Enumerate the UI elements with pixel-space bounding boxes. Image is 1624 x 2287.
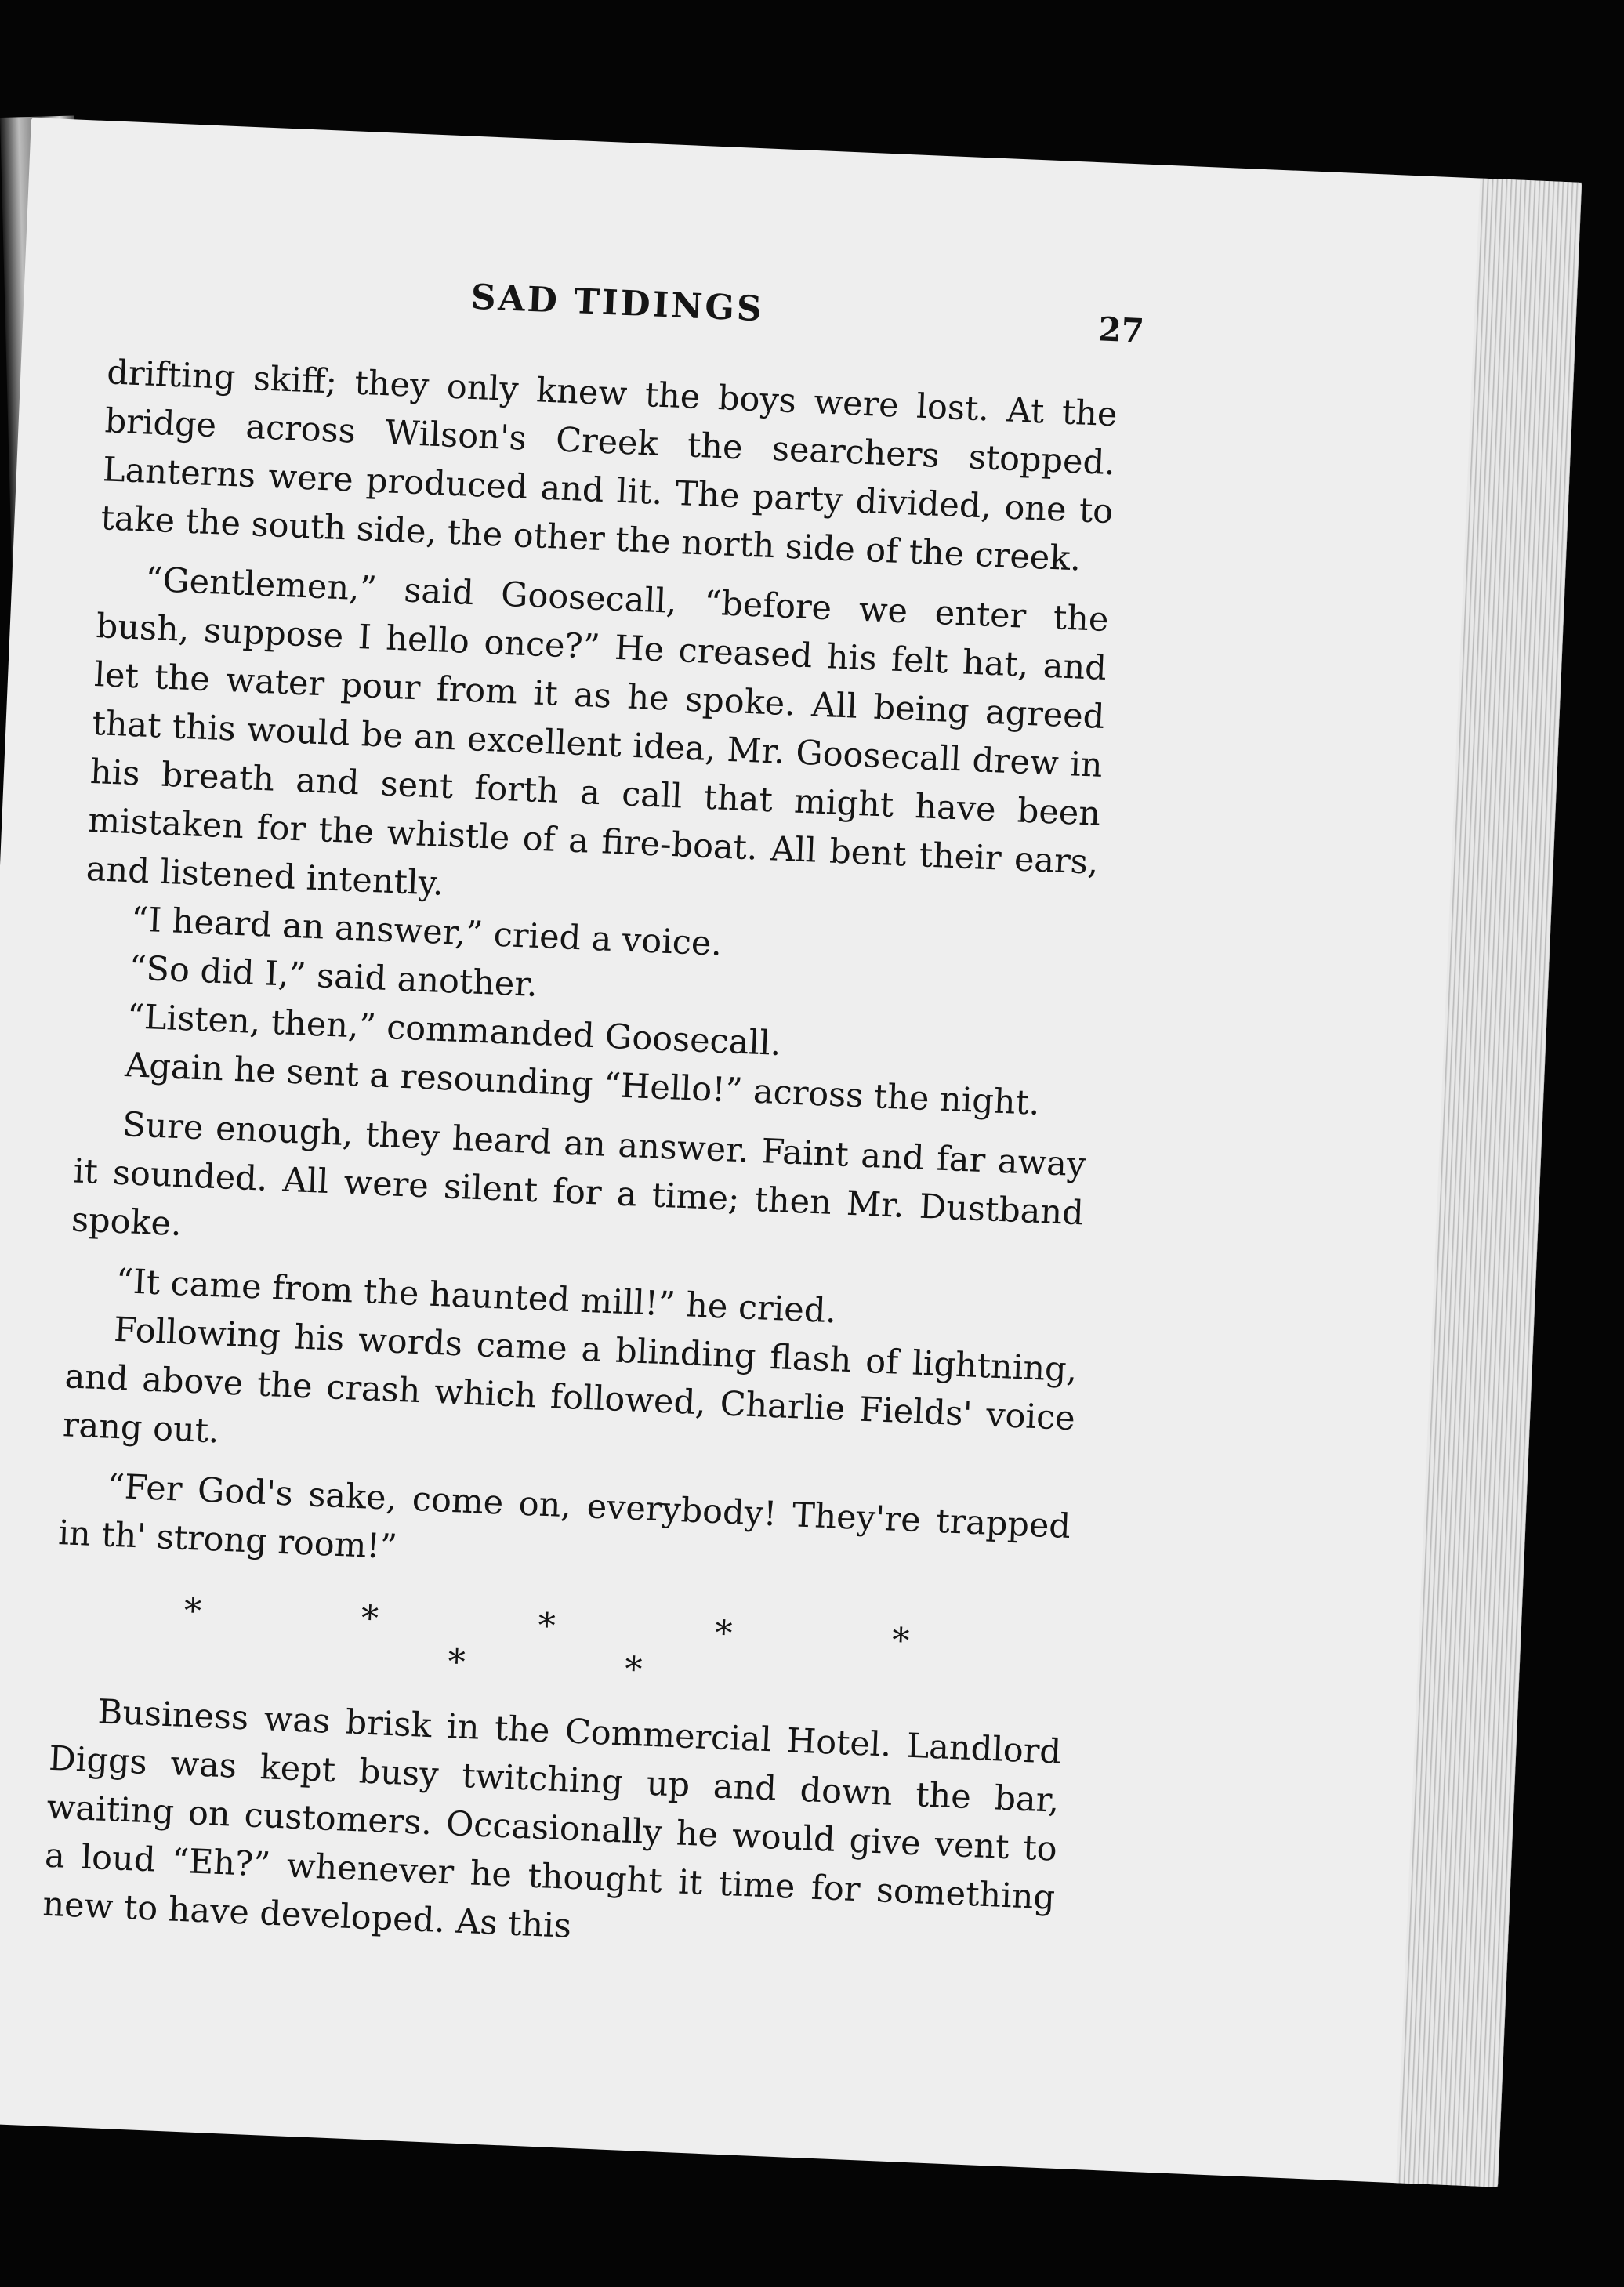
paragraph-2: “Gentlemen,” said Goosecall, “before we enter the bush, suppose I hello once?” He creased his felt hat, and let the water pour from it as he spoke. All being agreed that this would be an excellent idea, Mr. Goosecall drew in his breath and sent forth a call that might have been mistaken for the whistle of a fire-boat. All bent their ears, and listened intently. bbox=[85, 560, 1110, 904]
paragraph-8: “It came from the haunted mill!” he cried. bbox=[114, 1261, 838, 1332]
page-stack-edge bbox=[1396, 178, 1582, 2187]
paragraph-6: Again he sent a resounding “Hello!” across the night. bbox=[124, 1046, 1041, 1123]
paragraph-4: “So did I,” said another. bbox=[128, 948, 538, 1005]
paragraph-1: drifting skiff; they only knew the boys were lost. At the bridge across Wilson's Creek the searchers stopped. Lanterns were produced and lit. The party divided, one to take the south side, the other the north side of the creek. bbox=[100, 353, 1118, 579]
header-title: SAD TIDINGS bbox=[469, 277, 765, 330]
closing-paragraph: Business was brisk in the Commercial Hotel. Landlord Diggs was kept busy twitching up and down the bar, waiting on customers. Occasionally he would give vent to a loud “Eh?” whenever he thought it time for something new to have developed. As this bbox=[42, 1692, 1062, 1946]
paragraph-7: Sure enough, they heard an answer. Faint and far away it sounded. All were silent for a time; then Mr. Dustband spoke. bbox=[71, 1105, 1087, 1245]
section-break: * * * * * * * bbox=[183, 1590, 985, 1694]
page-number: 27 bbox=[1097, 310, 1145, 350]
paragraph-10: “Fer God's sake, come on, everybody! They're trapped in th' strong room!” bbox=[57, 1466, 1071, 1568]
paragraph-3: “I heard an answer,” cried a voice. bbox=[130, 900, 723, 964]
book-page bbox=[0, 118, 1582, 2187]
paragraph-9: Following his words came a blinding flash of lightning, and above the crash which followed, Charlie Fields' voice rang out. bbox=[62, 1310, 1078, 1452]
page-text bbox=[42, 262, 1145, 1970]
paragraph-5: “Listen, then,” commanded Goosecall. bbox=[126, 997, 782, 1064]
